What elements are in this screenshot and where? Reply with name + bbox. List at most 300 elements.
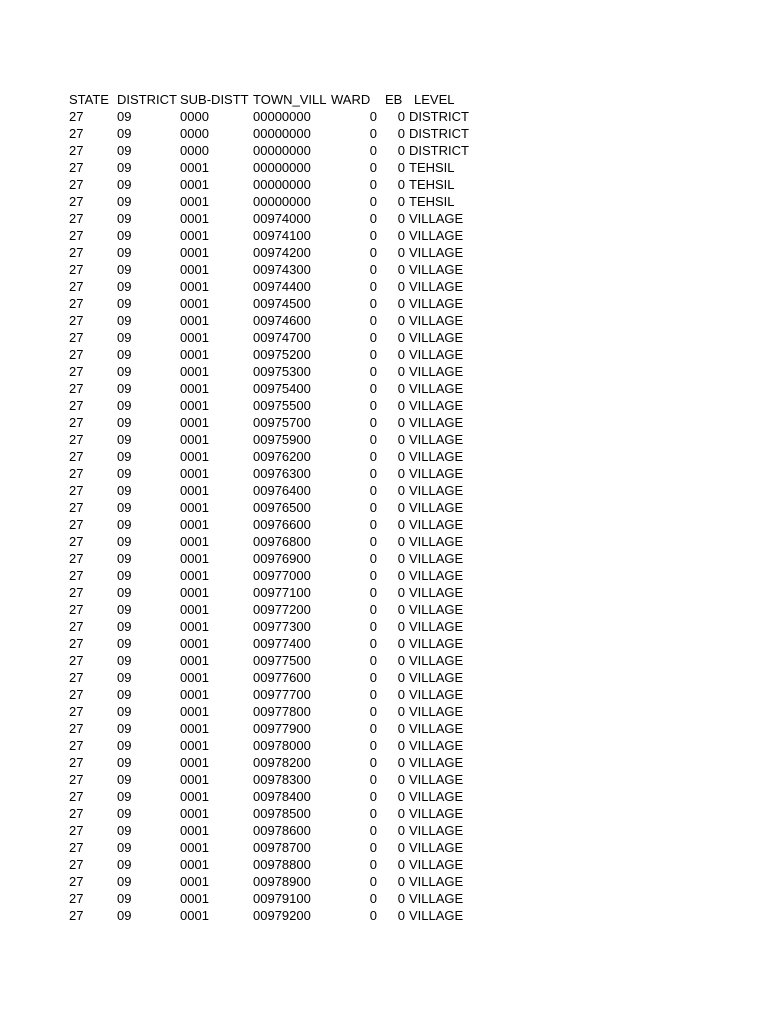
cell-state: 27 — [69, 211, 84, 226]
cell-sub-distt: 0001 — [180, 891, 209, 906]
cell-eb: 0 — [397, 466, 405, 481]
cell-level: VILLAGE — [409, 704, 464, 719]
cell-eb: 0 — [397, 823, 405, 838]
cell-town-vill: 00000000 — [253, 160, 311, 175]
cell-eb: 0 — [397, 840, 405, 855]
cell-eb: 0 — [397, 772, 405, 787]
cell-eb: 0 — [397, 738, 405, 753]
table-row — [69, 244, 494, 261]
table-row — [69, 516, 494, 533]
cell-ward: 0 — [369, 398, 377, 413]
cell-eb: 0 — [397, 245, 405, 260]
table-row — [69, 329, 494, 346]
cell-sub-distt: 0001 — [180, 296, 209, 311]
cell-town-vill: 00976800 — [253, 534, 311, 549]
cell-level: VILLAGE — [409, 415, 464, 430]
table-row — [69, 635, 494, 652]
cell-sub-distt: 0000 — [180, 126, 209, 141]
table-header — [69, 91, 494, 108]
table-row — [69, 193, 494, 210]
cell-state: 27 — [69, 789, 84, 804]
cell-district: 09 — [117, 585, 132, 600]
cell-town-vill: 00978800 — [253, 857, 311, 872]
cell-sub-distt: 0001 — [180, 823, 209, 838]
cell-district: 09 — [117, 245, 132, 260]
cell-state: 27 — [69, 619, 84, 634]
cell-state: 27 — [69, 432, 84, 447]
cell-town-vill: 00978200 — [253, 755, 311, 770]
table-row — [69, 618, 494, 635]
cell-ward: 0 — [369, 500, 377, 515]
cell-town-vill: 00974100 — [253, 228, 311, 243]
cell-town-vill: 00974300 — [253, 262, 311, 277]
cell-sub-distt: 0001 — [180, 245, 209, 260]
table-row — [69, 465, 494, 482]
cell-town-vill: 00974400 — [253, 279, 311, 294]
cell-town-vill: 00976500 — [253, 500, 311, 515]
cell-level: VILLAGE — [409, 755, 464, 770]
cell-eb: 0 — [397, 721, 405, 736]
cell-ward: 0 — [369, 568, 377, 583]
cell-ward: 0 — [369, 789, 377, 804]
cell-ward: 0 — [369, 143, 377, 158]
cell-sub-distt: 0001 — [180, 228, 209, 243]
cell-ward: 0 — [369, 109, 377, 124]
cell-district: 09 — [117, 891, 132, 906]
cell-town-vill: 00974200 — [253, 245, 311, 260]
table-row — [69, 771, 494, 788]
cell-state: 27 — [69, 347, 84, 362]
cell-level: DISTRICT — [409, 126, 469, 141]
header-row — [69, 91, 494, 108]
cell-level: VILLAGE — [409, 857, 464, 872]
table-row — [69, 567, 494, 584]
table-row — [69, 397, 494, 414]
cell-level: VILLAGE — [409, 449, 464, 464]
cell-sub-distt: 0001 — [180, 483, 209, 498]
cell-state: 27 — [69, 908, 84, 923]
cell-state: 27 — [69, 551, 84, 566]
cell-district: 09 — [117, 738, 132, 753]
cell-state: 27 — [69, 330, 84, 345]
cell-level: VILLAGE — [409, 517, 464, 532]
cell-state: 27 — [69, 177, 84, 192]
cell-district: 09 — [117, 500, 132, 515]
cell-district: 09 — [117, 398, 132, 413]
cell-level: VILLAGE — [409, 619, 464, 634]
cell-level: VILLAGE — [409, 296, 464, 311]
cell-eb: 0 — [397, 806, 405, 821]
cell-level: TEHSIL — [409, 194, 455, 209]
cell-sub-distt: 0001 — [180, 874, 209, 889]
cell-state: 27 — [69, 449, 84, 464]
cell-ward: 0 — [369, 721, 377, 736]
cell-eb: 0 — [397, 874, 405, 889]
cell-level: VILLAGE — [409, 891, 464, 906]
cell-town-vill: 00978600 — [253, 823, 311, 838]
cell-ward: 0 — [369, 517, 377, 532]
cell-ward: 0 — [369, 857, 377, 872]
cell-district: 09 — [117, 381, 132, 396]
cell-state: 27 — [69, 755, 84, 770]
cell-ward: 0 — [369, 874, 377, 889]
cell-eb: 0 — [397, 279, 405, 294]
header-level: LEVEL — [414, 92, 455, 107]
cell-ward: 0 — [369, 245, 377, 260]
cell-district: 09 — [117, 857, 132, 872]
cell-eb: 0 — [397, 551, 405, 566]
cell-level: VILLAGE — [409, 636, 464, 651]
cell-state: 27 — [69, 160, 84, 175]
cell-sub-distt: 0001 — [180, 381, 209, 396]
cell-district: 09 — [117, 687, 132, 702]
cell-eb: 0 — [397, 908, 405, 923]
cell-town-vill: 00978400 — [253, 789, 311, 804]
cell-eb: 0 — [397, 126, 405, 141]
cell-district: 09 — [117, 296, 132, 311]
cell-state: 27 — [69, 466, 84, 481]
cell-level: VILLAGE — [409, 721, 464, 736]
table-row — [69, 295, 494, 312]
table-row — [69, 159, 494, 176]
cell-sub-distt: 0001 — [180, 670, 209, 685]
cell-level: VILLAGE — [409, 211, 464, 226]
data-table — [69, 91, 494, 924]
table-row — [69, 312, 494, 329]
cell-eb: 0 — [397, 228, 405, 243]
cell-ward: 0 — [369, 738, 377, 753]
cell-sub-distt: 0001 — [180, 194, 209, 209]
cell-sub-distt: 0001 — [180, 177, 209, 192]
cell-sub-distt: 0001 — [180, 364, 209, 379]
cell-state: 27 — [69, 398, 84, 413]
cell-state: 27 — [69, 313, 84, 328]
cell-level: VILLAGE — [409, 551, 464, 566]
cell-sub-distt: 0001 — [180, 653, 209, 668]
cell-level: VILLAGE — [409, 568, 464, 583]
cell-level: VILLAGE — [409, 432, 464, 447]
cell-sub-distt: 0001 — [180, 415, 209, 430]
cell-eb: 0 — [397, 500, 405, 515]
cell-state: 27 — [69, 874, 84, 889]
cell-sub-distt: 0000 — [180, 109, 209, 124]
cell-sub-distt: 0001 — [180, 755, 209, 770]
cell-town-vill: 00976900 — [253, 551, 311, 566]
cell-ward: 0 — [369, 755, 377, 770]
cell-level: VILLAGE — [409, 245, 464, 260]
cell-state: 27 — [69, 517, 84, 532]
table-row — [69, 805, 494, 822]
header-eb: EB — [385, 92, 403, 107]
cell-state: 27 — [69, 602, 84, 617]
cell-ward: 0 — [369, 619, 377, 634]
cell-state: 27 — [69, 245, 84, 260]
cell-district: 09 — [117, 653, 132, 668]
cell-sub-distt: 0001 — [180, 568, 209, 583]
cell-district: 09 — [117, 789, 132, 804]
cell-district: 09 — [117, 279, 132, 294]
table-row — [69, 754, 494, 771]
cell-town-vill: 00977000 — [253, 568, 311, 583]
cell-eb: 0 — [397, 313, 405, 328]
cell-state: 27 — [69, 296, 84, 311]
cell-state: 27 — [69, 415, 84, 430]
cell-ward: 0 — [369, 449, 377, 464]
table-row — [69, 210, 494, 227]
cell-ward: 0 — [369, 483, 377, 498]
cell-district: 09 — [117, 449, 132, 464]
cell-district: 09 — [117, 126, 132, 141]
cell-town-vill: 00977300 — [253, 619, 311, 634]
cell-level: VILLAGE — [409, 279, 464, 294]
cell-sub-distt: 0001 — [180, 160, 209, 175]
cell-sub-distt: 0001 — [180, 262, 209, 277]
table-row — [69, 380, 494, 397]
cell-district: 09 — [117, 772, 132, 787]
cell-ward: 0 — [369, 160, 377, 175]
cell-town-vill: 00977200 — [253, 602, 311, 617]
cell-ward: 0 — [369, 704, 377, 719]
cell-state: 27 — [69, 364, 84, 379]
cell-district: 09 — [117, 432, 132, 447]
table-row — [69, 601, 494, 618]
cell-ward: 0 — [369, 585, 377, 600]
cell-level: VILLAGE — [409, 840, 464, 855]
cell-sub-distt: 0001 — [180, 619, 209, 634]
cell-eb: 0 — [397, 449, 405, 464]
spreadsheet-page — [69, 91, 494, 924]
table-row — [69, 703, 494, 720]
cell-level: VILLAGE — [409, 738, 464, 753]
cell-ward: 0 — [369, 364, 377, 379]
cell-state: 27 — [69, 194, 84, 209]
cell-eb: 0 — [397, 653, 405, 668]
cell-level: VILLAGE — [409, 347, 464, 362]
cell-state: 27 — [69, 721, 84, 736]
cell-eb: 0 — [397, 704, 405, 719]
cell-ward: 0 — [369, 228, 377, 243]
header-ward: WARD — [331, 92, 371, 107]
cell-state: 27 — [69, 687, 84, 702]
cell-town-vill: 00975900 — [253, 432, 311, 447]
cell-sub-distt: 0001 — [180, 840, 209, 855]
cell-district: 09 — [117, 602, 132, 617]
cell-town-vill: 00000000 — [253, 109, 311, 124]
cell-level: VILLAGE — [409, 687, 464, 702]
cell-eb: 0 — [397, 109, 405, 124]
cell-eb: 0 — [397, 636, 405, 651]
table-row — [69, 720, 494, 737]
cell-district: 09 — [117, 534, 132, 549]
cell-eb: 0 — [397, 755, 405, 770]
cell-sub-distt: 0001 — [180, 432, 209, 447]
table-row — [69, 856, 494, 873]
cell-state: 27 — [69, 228, 84, 243]
cell-state: 27 — [69, 381, 84, 396]
table-row — [69, 533, 494, 550]
cell-district: 09 — [117, 568, 132, 583]
cell-level: VILLAGE — [409, 585, 464, 600]
cell-ward: 0 — [369, 891, 377, 906]
cell-ward: 0 — [369, 534, 377, 549]
cell-state: 27 — [69, 772, 84, 787]
cell-town-vill: 00977600 — [253, 670, 311, 685]
table-row — [69, 108, 494, 125]
cell-state: 27 — [69, 840, 84, 855]
cell-eb: 0 — [397, 262, 405, 277]
cell-sub-distt: 0001 — [180, 466, 209, 481]
cell-eb: 0 — [397, 143, 405, 158]
cell-district: 09 — [117, 704, 132, 719]
cell-town-vill: 00979100 — [253, 891, 311, 906]
cell-level: VILLAGE — [409, 806, 464, 821]
cell-town-vill: 00974700 — [253, 330, 311, 345]
table-row — [69, 346, 494, 363]
cell-ward: 0 — [369, 432, 377, 447]
cell-ward: 0 — [369, 670, 377, 685]
cell-eb: 0 — [397, 568, 405, 583]
cell-district: 09 — [117, 415, 132, 430]
cell-town-vill: 00974500 — [253, 296, 311, 311]
table-row — [69, 686, 494, 703]
cell-eb: 0 — [397, 347, 405, 362]
cell-district: 09 — [117, 262, 132, 277]
cell-eb: 0 — [397, 891, 405, 906]
cell-sub-distt: 0001 — [180, 704, 209, 719]
cell-level: VILLAGE — [409, 398, 464, 413]
cell-sub-distt: 0001 — [180, 738, 209, 753]
cell-state: 27 — [69, 109, 84, 124]
cell-district: 09 — [117, 160, 132, 175]
cell-town-vill: 00975400 — [253, 381, 311, 396]
cell-state: 27 — [69, 568, 84, 583]
cell-ward: 0 — [369, 823, 377, 838]
table-row — [69, 482, 494, 499]
cell-ward: 0 — [369, 636, 377, 651]
cell-ward: 0 — [369, 653, 377, 668]
table-row — [69, 737, 494, 754]
table-row — [69, 448, 494, 465]
cell-ward: 0 — [369, 347, 377, 362]
cell-state: 27 — [69, 585, 84, 600]
cell-town-vill: 00977900 — [253, 721, 311, 736]
table-row — [69, 142, 494, 159]
cell-town-vill: 00976200 — [253, 449, 311, 464]
cell-level: VILLAGE — [409, 602, 464, 617]
cell-town-vill: 00979200 — [253, 908, 311, 923]
table-row — [69, 227, 494, 244]
cell-ward: 0 — [369, 279, 377, 294]
cell-town-vill: 00977500 — [253, 653, 311, 668]
cell-ward: 0 — [369, 313, 377, 328]
cell-state: 27 — [69, 534, 84, 549]
cell-sub-distt: 0001 — [180, 721, 209, 736]
cell-town-vill: 00000000 — [253, 126, 311, 141]
cell-sub-distt: 0001 — [180, 687, 209, 702]
table-row — [69, 669, 494, 686]
cell-eb: 0 — [397, 483, 405, 498]
cell-town-vill: 00975300 — [253, 364, 311, 379]
cell-town-vill: 00978900 — [253, 874, 311, 889]
cell-ward: 0 — [369, 126, 377, 141]
cell-district: 09 — [117, 840, 132, 855]
cell-eb: 0 — [397, 398, 405, 413]
cell-district: 09 — [117, 466, 132, 481]
cell-town-vill: 00975500 — [253, 398, 311, 413]
cell-level: VILLAGE — [409, 466, 464, 481]
cell-district: 09 — [117, 874, 132, 889]
cell-eb: 0 — [397, 534, 405, 549]
cell-eb: 0 — [397, 670, 405, 685]
cell-district: 09 — [117, 347, 132, 362]
cell-town-vill: 00977800 — [253, 704, 311, 719]
cell-eb: 0 — [397, 432, 405, 447]
cell-ward: 0 — [369, 211, 377, 226]
cell-level: VILLAGE — [409, 874, 464, 889]
cell-district: 09 — [117, 483, 132, 498]
cell-state: 27 — [69, 823, 84, 838]
cell-level: VILLAGE — [409, 500, 464, 515]
table-row — [69, 788, 494, 805]
header-district: DISTRICT — [117, 92, 177, 107]
cell-sub-distt: 0001 — [180, 211, 209, 226]
cell-level: VILLAGE — [409, 534, 464, 549]
cell-eb: 0 — [397, 517, 405, 532]
cell-district: 09 — [117, 517, 132, 532]
cell-eb: 0 — [397, 619, 405, 634]
cell-ward: 0 — [369, 177, 377, 192]
cell-district: 09 — [117, 330, 132, 345]
cell-state: 27 — [69, 857, 84, 872]
cell-town-vill: 00977700 — [253, 687, 311, 702]
cell-level: VILLAGE — [409, 228, 464, 243]
table-row — [69, 822, 494, 839]
cell-eb: 0 — [397, 585, 405, 600]
cell-state: 27 — [69, 738, 84, 753]
cell-sub-distt: 0001 — [180, 347, 209, 362]
cell-town-vill: 00974000 — [253, 211, 311, 226]
cell-level: VILLAGE — [409, 262, 464, 277]
cell-eb: 0 — [397, 687, 405, 702]
cell-ward: 0 — [369, 330, 377, 345]
cell-district: 09 — [117, 755, 132, 770]
cell-ward: 0 — [369, 840, 377, 855]
cell-state: 27 — [69, 500, 84, 515]
cell-town-vill: 00977400 — [253, 636, 311, 651]
cell-district: 09 — [117, 908, 132, 923]
cell-sub-distt: 0001 — [180, 585, 209, 600]
cell-level: DISTRICT — [409, 109, 469, 124]
cell-sub-distt: 0001 — [180, 602, 209, 617]
cell-district: 09 — [117, 364, 132, 379]
cell-ward: 0 — [369, 772, 377, 787]
cell-eb: 0 — [397, 296, 405, 311]
cell-ward: 0 — [369, 381, 377, 396]
header-state: STATE — [69, 92, 109, 107]
table-row — [69, 363, 494, 380]
cell-sub-distt: 0001 — [180, 534, 209, 549]
cell-sub-distt: 0001 — [180, 330, 209, 345]
cell-level: VILLAGE — [409, 789, 464, 804]
cell-district: 09 — [117, 551, 132, 566]
table-row — [69, 125, 494, 142]
table-row — [69, 584, 494, 601]
cell-state: 27 — [69, 143, 84, 158]
cell-district: 09 — [117, 177, 132, 192]
cell-state: 27 — [69, 891, 84, 906]
cell-eb: 0 — [397, 194, 405, 209]
cell-state: 27 — [69, 670, 84, 685]
